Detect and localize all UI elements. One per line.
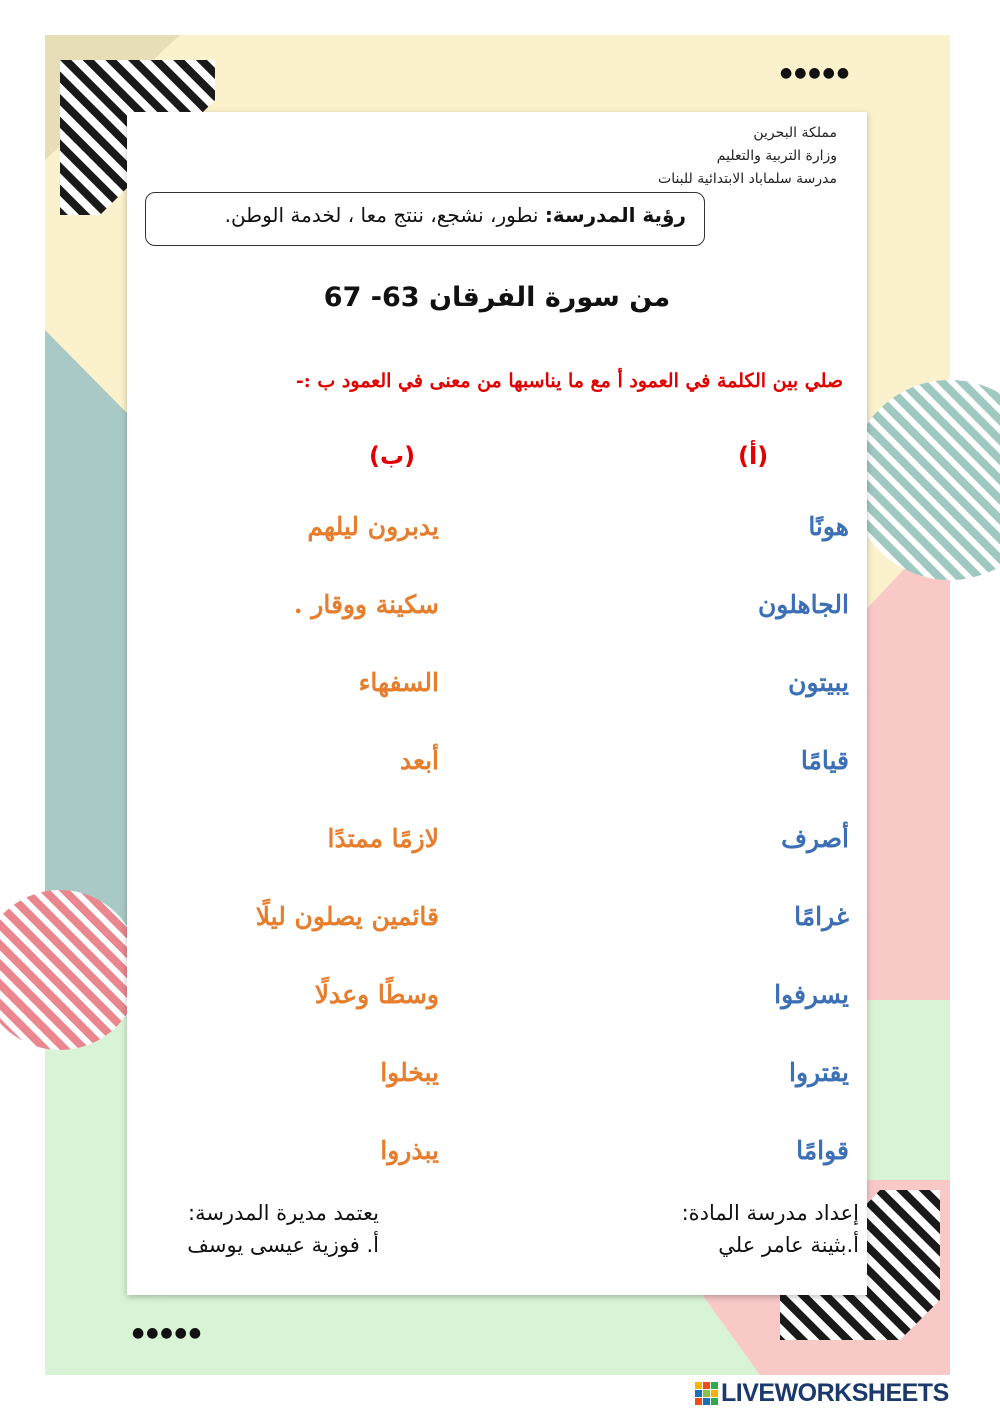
word-b-5[interactable]: لازمًا ممتدًا	[327, 824, 439, 853]
word-a-3[interactable]: يبيتون	[788, 668, 849, 697]
word-b-6[interactable]: قائمين يصلون ليلًا	[255, 902, 439, 931]
word-a-7[interactable]: يسرفوا	[774, 980, 849, 1009]
word-a-2[interactable]: الجاهلون	[757, 590, 849, 619]
ministry-line: وزارة التربية والتعليم	[716, 148, 837, 164]
word-a-6[interactable]: غرامًا	[794, 902, 849, 931]
approved-by	[187, 1197, 379, 1261]
approved-name: أ. فوزية عيسى يوسف	[187, 1233, 379, 1257]
word-a-9[interactable]: قوامًا	[796, 1136, 849, 1165]
worksheet-page	[127, 112, 867, 1295]
column-b-header: (ب)	[369, 442, 416, 470]
kingdom-line: مملكة البحرين	[753, 125, 837, 141]
word-a-5[interactable]: أصرف	[781, 824, 849, 853]
prepared-label: إعداد مدرسة المادة:	[681, 1201, 859, 1225]
word-b-1[interactable]: يدبرون ليلهم	[307, 512, 439, 541]
prepared-name: أ.بثينة عامر علي	[718, 1233, 859, 1257]
decorative-dots-top: ●●●●●	[780, 65, 852, 81]
column-a-header: (أ)	[738, 442, 769, 470]
word-b-2[interactable]: سكينة ووقار .	[293, 590, 439, 619]
word-b-8[interactable]: يبخلوا	[380, 1058, 439, 1087]
word-b-4[interactable]: أبعد	[399, 746, 439, 775]
liveworksheets-logo-icon	[695, 1382, 718, 1405]
liveworksheets-logo	[695, 1378, 949, 1408]
instruction-text: صلي بين الكلمة في العمود أ مع ما يناسبها من معنى في العمود ب :-	[295, 370, 843, 392]
school-header	[658, 122, 837, 191]
decorative-dots-bottom: ●●●●●	[132, 1325, 204, 1341]
vision-label: رؤية المدرسة:	[544, 203, 686, 227]
word-a-4[interactable]: قيامًا	[800, 746, 849, 775]
school-line: مدرسة سلماباد الابتدائية للبنات	[658, 171, 837, 187]
word-b-7[interactable]: وسطًا وعدلًا	[314, 980, 439, 1009]
prepared-by	[682, 1197, 859, 1261]
approved-label: يعتمد مديرة المدرسة:	[188, 1201, 379, 1225]
vision-text: نطور، نشجع، ننتج معا ، لخدمة الوطن.	[224, 203, 545, 227]
liveworksheets-logo-text: LIVEWORKSHEETS	[721, 1378, 949, 1407]
word-a-1[interactable]: هونًا	[808, 512, 849, 541]
word-b-9[interactable]: يبذروا	[380, 1136, 439, 1165]
word-b-3[interactable]: السفهاء	[358, 668, 439, 697]
school-vision-box	[145, 192, 705, 246]
worksheet-title: من سورة الفرقان 63- 67	[323, 282, 671, 313]
word-a-8[interactable]: يقتروا	[789, 1058, 849, 1087]
